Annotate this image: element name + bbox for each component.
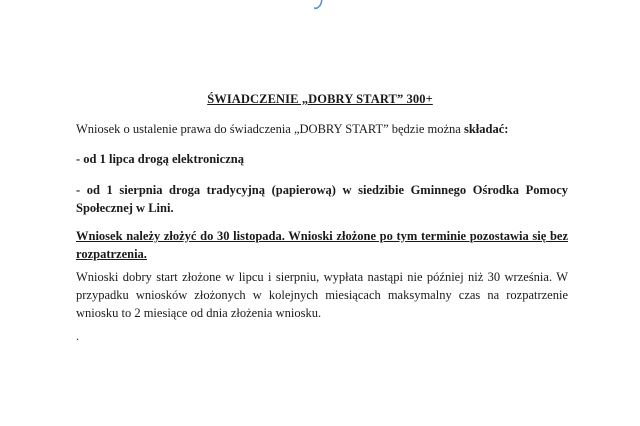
document-title: ŚWIADCZENIE „DOBRY START” 300+ [207,92,433,106]
trailing-mark: . [76,329,79,343]
logo-fragment-icon [314,0,326,10]
option-traditional: - od 1 sierpnia droga tradycyjną (papierową) w siedzibie Gminnego Ośrodka Pomocy Społecznej w Lini. [76,183,568,215]
intro-paragraph [76,120,568,138]
payment-info: Wnioski dobry start złożone w lipcu i sierpniu, wypłata nastąpi nie później niż 30 września. W przypadku wniosków złożonych w kolejnych miesiącach maksymalny czas na rozpatrzenie wniosku to 2 miesiące od dnia złożenia wniosku. [76,270,568,320]
deadline-notice: Wniosek należy złożyć do 30 listopada. Wnioski złożone po tym terminie pozostawia się bez rozpatrzenia. [76,229,568,261]
intro-text: Wniosek o ustalenie prawa do świadczenia „DOBRY START” będzie można [76,122,464,136]
intro-emphasis: składać: [463,122,509,136]
option-electronic: - od 1 lipca drogą elektroniczną [76,152,244,166]
